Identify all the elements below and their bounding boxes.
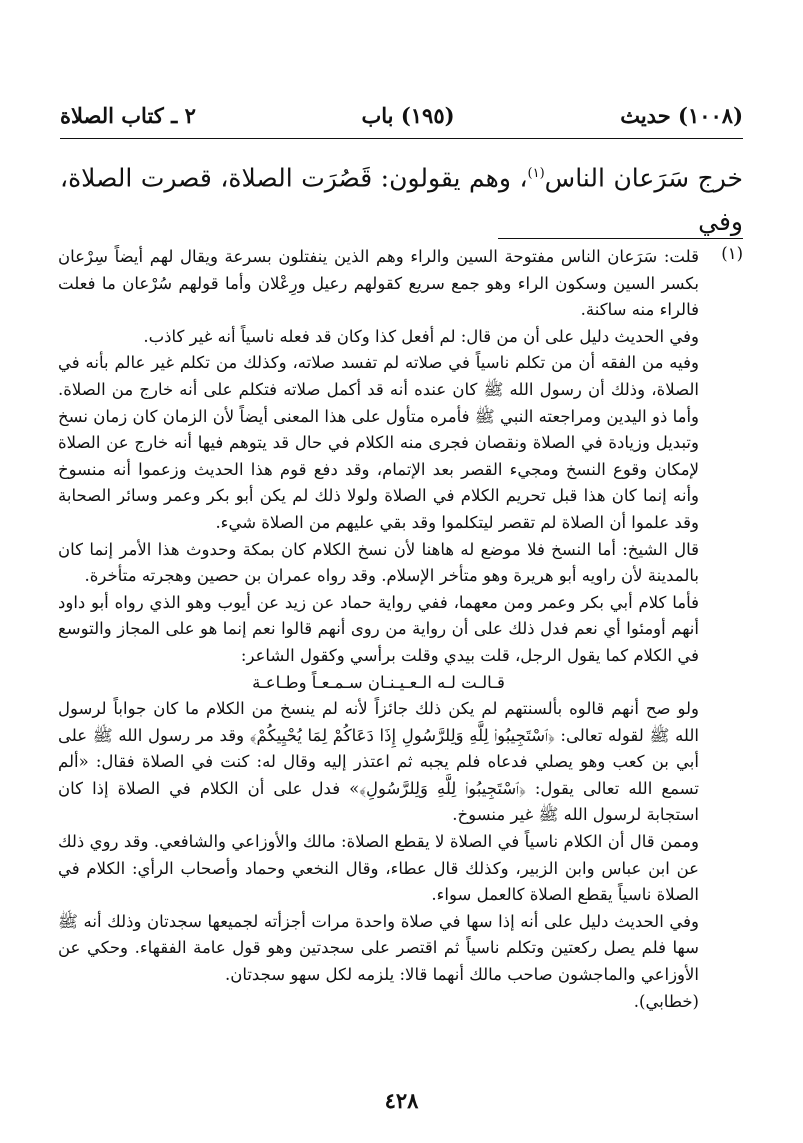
main-text-before: خرج سَرَعان الناس [544,163,743,193]
header-hadith: (١٠٠٨) حديث [620,102,743,128]
page-number: ٤٢٨ [384,1088,419,1113]
footnote-paragraph: فأما كلام أبي بكر وعمر ومن معهما، ففي رواية حماد عن زيد عن أيوب وهو الذي رواه أبو داود أنهم أومئوا أي نعم فدل ذلك على أن رواية من روى أنهم قالوا نعم إنما هو على المجاز والتوسع في الكلام كما يقول الرجل، قلت بيدي وقلت برأسي وكقول الشاعر: [58,592,699,665]
footnote-paragraph: ولو صح أنهم قالوه بألسنتهم لم يكن ذلك جائزاً لأنه لم ينسخ من الكلام ما كان جواباً لرسول الله ﷺ لقوله تعالى: ﴿ٱسْتَجِيبُوا۟ لِلَّهِ وَلِلرَّسُولِ إِذَا دَعَاكُمْ لِمَا يُحْيِيكُمْ﴾ وقد مر رسول الله ﷺ على أبي بن كعب وهو يصلي فدعاه فلم يجبه ثم اعتذر إليه وقال له: كنت في الصلاة فقال: «ألم تسمع الله تعالى يقول: ﴿ٱسْتَجِيبُوا۟ لِلَّهِ وَلِلرَّسُولِ﴾» فدل على أن الكلام في الصلاة إذا كان استجابة لرسول الله ﷺ غير منسوخ. [58,699,699,825]
footnote-source: (خطابي). [633,991,699,1011]
footnote-paragraph: وفي الحديث دليل على أنه إذا سها في صلاة واحدة مرات أجزأته لجميعها سجدتان وذلك أنه ﷺ سها فلم يصل ركعتين وتكلم ناسياً ثم اقتصر على سجدتين وهو قول عامة الفقهاء. وحكي عن الأوزاعي والماجشون صاحب مالك أنهما قالا: يلزمه لكل سهو سجدتان. [58,911,699,985]
header-rule [60,138,743,139]
poetry-verse: قـالـت لـه الـعـيـنـان سـمـعـاً وطـاعـة [252,672,505,692]
header-bab: (١٩٥) باب [361,102,455,128]
footnote-rule [498,238,743,239]
footnote-paragraph: قال الشيخ: أما النسخ فلا موضع له هاهنا لأن نسخ الكلام كان بمكة وحدوث هذا الأمر إنما كان بالمدينة لأن راويه أبو هريرة وهو متأخر الإسلام. وقد رواه عمران بن حصين وهجرته متأخرة. [58,539,699,586]
running-header [60,98,743,132]
footnote-body [58,244,699,1015]
footnote-paragraph: وممن قال أن الكلام ناسياً في الصلاة لا يقطع الصلاة: مالك والأوزاعي والشافعي. وقد روي ذلك عن ابن عباس وابن الزبير، وكذلك قال عطاء، وقال النخعي وحماد وأصحاب الرأي: الكلام في الصلاة ناسياً يقطع الصلاة كالعمل سواء. [58,832,699,905]
footnote-number: (١) [721,244,743,263]
main-text-line [60,152,743,244]
footnote-paragraph: وفيه من الفقه أن من تكلم ناسياً في صلاته لم تفسد صلاته، وكذلك من تكلم غير عالم بأنه في الصلاة، وذلك أن رسول الله ﷺ كان عنده أنه قد أكمل صلاته فتكلم على أنه خارج من الصلاة. وأما ذو اليدين ومراجعته النبي ﷺ فأمره متأول على هذا المعنى أيضاً لأن الزمان كان زمان نسخ وتبديل وزيادة في الصلاة ونقصان فجرى منه الكلام في حال قد يتوهم فيها أنه خارج عن الصلاة لإمكان وقوع النسخ ومجيء القصر بعد الإتمام، وقد دفع قوم هذا الحديث وزعموا أنه منسوخ وأنه إنما كان هذا قبل تحريم الكلام في الصلاة ولولا ذلك لم يكن أبو بكر وعمر وسائر الصحابة وقد علموا أن الصلاة لم تقصر ليتكلموا وقد بقي عليهم من الصلاة شيء. [58,353,699,532]
header-chapter: ٢ ـ كتاب الصلاة [60,102,196,128]
footnote-marker: (١) [527,166,545,181]
footnote-paragraph: قلت: سَرَعان الناس مفتوحة السين والراء وهم الذين ينفتلون بسرعة ويقال لهم أيضاً سِرْعان بكسر السين وسكون الراء وهو جمع سريع كقولهم رعيل ورِعْلان وأما قولهم سُرْعان ما فعلت فالراء منه ساكنة. [58,247,699,320]
footnote-paragraph: وفي الحديث دليل على أن من قال: لم أفعل كذا وكان قد فعله ناسياً أنه غير كاذب. [143,326,699,346]
main-text-after: ، وهم يقولون: قَصُرَت الصلاة، قصرت الصلاة، وفي [60,163,743,237]
